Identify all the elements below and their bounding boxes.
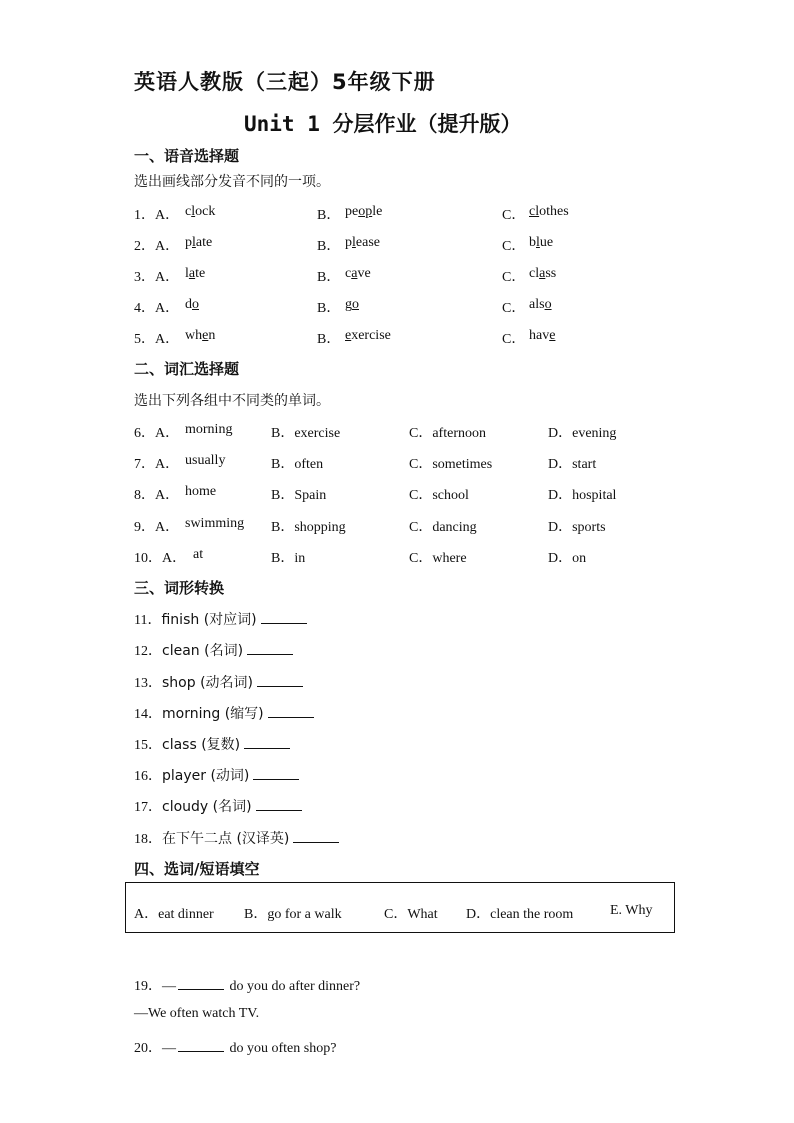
phonics-question-row — [0, 235, 794, 255]
option-c: C．afternoon — [409, 426, 486, 441]
answer-blank[interactable] — [293, 830, 339, 843]
option-a-word — [185, 235, 212, 251]
option-a: morning — [185, 422, 233, 437]
option-c-word — [529, 266, 556, 282]
section2-heading: 二、词汇选择题 — [134, 360, 240, 378]
option-d: D．hospital — [548, 488, 617, 503]
question-number: 6．A． — [134, 426, 180, 441]
word-bank-box — [125, 882, 675, 933]
option-c: C．sometimes — [409, 457, 493, 472]
underlined-part: a — [188, 266, 196, 281]
underlined-part: l — [352, 235, 356, 250]
answer-blank[interactable] — [247, 642, 293, 655]
option-b-label: B． — [317, 270, 341, 285]
question-number: 13． — [134, 676, 162, 691]
option-b-word — [345, 297, 359, 313]
word-part: ock — [195, 204, 216, 219]
underlined-part: o — [352, 297, 359, 312]
word-part: als — [529, 297, 545, 312]
underlined-part: o — [544, 297, 552, 312]
option-c-word — [529, 235, 553, 251]
question-hint: (对应词) — [203, 612, 257, 628]
question-hint: (动词) — [210, 768, 250, 784]
word-part: p — [345, 235, 352, 250]
question-text: do you do after dinner? — [226, 979, 361, 994]
option-c-label: C． — [502, 332, 526, 347]
word-part: cl — [529, 266, 540, 281]
option-a: at — [193, 547, 204, 562]
section2-instruction: 选出下列各组中不同类的单词。 — [134, 393, 330, 409]
subtitle-cn: 分层作业（提升版） — [332, 112, 522, 136]
option-a: swimming — [185, 516, 245, 531]
option-a-word — [185, 297, 199, 313]
word-part: te — [195, 266, 206, 281]
word-form-question — [134, 609, 307, 629]
question-19 — [134, 975, 360, 995]
phonics-question-row — [0, 328, 794, 348]
word-part: ve — [357, 266, 371, 281]
word-part: c — [185, 204, 192, 219]
question-word: player — [162, 768, 211, 784]
option-c: C．school — [409, 488, 469, 503]
word-part: xercise — [351, 328, 391, 343]
option-a: home — [185, 484, 217, 499]
option-c-label: C． — [502, 239, 526, 254]
word-part: hav — [529, 328, 550, 343]
answer-blank[interactable] — [244, 736, 290, 749]
option-d: D．on — [548, 551, 587, 566]
answer-blank[interactable] — [257, 674, 303, 687]
option-b-label: B． — [317, 301, 341, 316]
question-number: 5．A． — [134, 332, 180, 347]
worksheet-title: 英语人教版（三起）5年级下册 — [134, 70, 436, 94]
worksheet-subtitle — [244, 108, 522, 138]
question-number: 19．— — [134, 979, 176, 994]
question-word: shop — [162, 675, 201, 691]
section1-heading: 一、语音选择题 — [134, 147, 240, 165]
word-bank-option: E. Why — [610, 903, 653, 918]
vocab-question-row — [0, 484, 794, 504]
option-a-word — [185, 266, 205, 282]
answer-blank[interactable] — [178, 977, 224, 990]
underlined-part: e — [549, 328, 556, 343]
question-number: 20．— — [134, 1041, 176, 1056]
section1-instruction: 选出画线部分发音不同的一项。 — [134, 174, 330, 190]
question-hint: (汉译英) — [236, 831, 290, 847]
word-form-question — [134, 640, 293, 660]
question-word: finish — [161, 612, 204, 628]
option-b-label: B． — [317, 208, 341, 223]
question-number: 18． — [134, 832, 162, 847]
vocab-question-row — [0, 422, 794, 442]
section4-heading: 四、选词/短语填空 — [134, 860, 260, 878]
option-b: B．Spain — [271, 488, 327, 503]
word-part: ue — [539, 235, 554, 250]
word-part: g — [345, 297, 352, 312]
option-a-word — [185, 328, 215, 344]
answer-blank[interactable] — [261, 611, 307, 624]
question-number: 12． — [134, 644, 162, 659]
option-d: D．evening — [548, 426, 617, 441]
underlined-part: a — [351, 266, 358, 281]
word-part: pe — [345, 204, 359, 219]
option-c-label: C． — [502, 208, 526, 223]
word-form-question — [134, 765, 299, 785]
option-c-word — [529, 297, 552, 313]
word-bank-option: D．clean the room — [466, 907, 574, 922]
question-20 — [134, 1037, 336, 1057]
word-part: l — [185, 266, 189, 281]
question-word: class — [162, 737, 202, 753]
vocab-question-row — [0, 516, 794, 536]
question-number: 15． — [134, 738, 162, 753]
word-part: wh — [185, 328, 203, 343]
question-number: 7．A． — [134, 457, 180, 472]
option-b: B．exercise — [271, 426, 341, 441]
option-c-word — [529, 204, 569, 220]
question-number: 10．A． — [134, 551, 187, 566]
underlined-part: cl — [529, 204, 540, 219]
word-part: ease — [355, 235, 380, 250]
option-b-word — [345, 266, 371, 282]
word-part: n — [208, 328, 216, 343]
option-d: D．sports — [548, 520, 606, 535]
option-b-label: B． — [317, 239, 341, 254]
word-part: d — [185, 297, 192, 312]
question-word: 在下午二点 — [162, 831, 237, 847]
section3-heading: 三、词形转换 — [134, 579, 225, 597]
question-number: 2．A． — [134, 239, 180, 254]
option-a: usually — [185, 453, 226, 468]
phonics-question-row — [0, 266, 794, 286]
underlined-part: a — [539, 266, 546, 281]
word-form-question — [134, 796, 302, 816]
question-text: do you often shop? — [226, 1041, 337, 1056]
question-hint: (缩写) — [224, 706, 264, 722]
word-part: b — [529, 235, 536, 250]
word-part: p — [185, 235, 192, 250]
underlined-part: op — [358, 204, 373, 219]
underlined-part: l — [536, 235, 540, 250]
answer-blank[interactable] — [178, 1039, 224, 1052]
option-b: B．in — [271, 551, 306, 566]
word-part: ss — [545, 266, 557, 281]
word-part: ate — [195, 235, 213, 250]
question-hint: (动名词) — [200, 675, 254, 691]
underlined-part: e — [202, 328, 209, 343]
question-number: 14． — [134, 707, 162, 722]
question-number: 9．A． — [134, 520, 180, 535]
question-number: 11． — [134, 613, 162, 628]
word-part: le — [372, 204, 383, 219]
answer-19: —We often watch TV. — [134, 1006, 260, 1021]
answer-blank[interactable] — [253, 767, 299, 780]
option-c: C．dancing — [409, 520, 477, 535]
word-form-question — [134, 828, 339, 848]
question-word: cloudy — [162, 799, 213, 815]
answer-blank[interactable] — [256, 798, 302, 811]
underlined-part: l — [192, 235, 196, 250]
option-b-label: B． — [317, 332, 341, 347]
option-a-word — [185, 204, 215, 220]
word-form-question — [134, 703, 314, 723]
question-word: clean — [162, 643, 205, 659]
question-number: 16． — [134, 769, 162, 784]
word-part: othes — [539, 204, 569, 219]
underlined-part: l — [191, 204, 196, 219]
option-d: D．start — [548, 457, 597, 472]
vocab-question-row — [0, 453, 794, 473]
question-hint: (名词) — [204, 643, 244, 659]
option-b: B．often — [271, 457, 324, 472]
word-part: c — [345, 266, 352, 281]
word-form-question — [134, 672, 303, 692]
question-number: 3．A． — [134, 270, 180, 285]
question-number: 4．A． — [134, 301, 180, 316]
underlined-part: o — [192, 297, 199, 312]
option-b: B．shopping — [271, 520, 346, 535]
option-c-label: C． — [502, 301, 526, 316]
word-bank-option: A．eat dinner — [134, 907, 214, 922]
option-c: C．where — [409, 551, 467, 566]
underlined-part: e — [345, 328, 352, 343]
option-b-word — [345, 204, 382, 220]
option-c-word — [529, 328, 555, 344]
phonics-question-row — [0, 204, 794, 224]
option-b-word — [345, 235, 380, 251]
question-number: 17． — [134, 800, 162, 815]
option-b-word — [345, 328, 391, 344]
question-hint: (名词) — [212, 799, 252, 815]
word-bank-option: B．go for a walk — [244, 907, 342, 922]
option-c-label: C． — [502, 270, 526, 285]
question-hint: (复数) — [201, 737, 241, 753]
word-form-question — [134, 734, 290, 754]
question-number: 8．A． — [134, 488, 180, 503]
answer-blank[interactable] — [268, 705, 314, 718]
unit-label: Unit 1 — [244, 112, 333, 136]
question-number: 1．A． — [134, 208, 180, 223]
phonics-question-row — [0, 297, 794, 317]
question-word: morning — [162, 706, 225, 722]
vocab-question-row — [0, 547, 794, 567]
word-bank-option: C．What — [384, 907, 438, 922]
